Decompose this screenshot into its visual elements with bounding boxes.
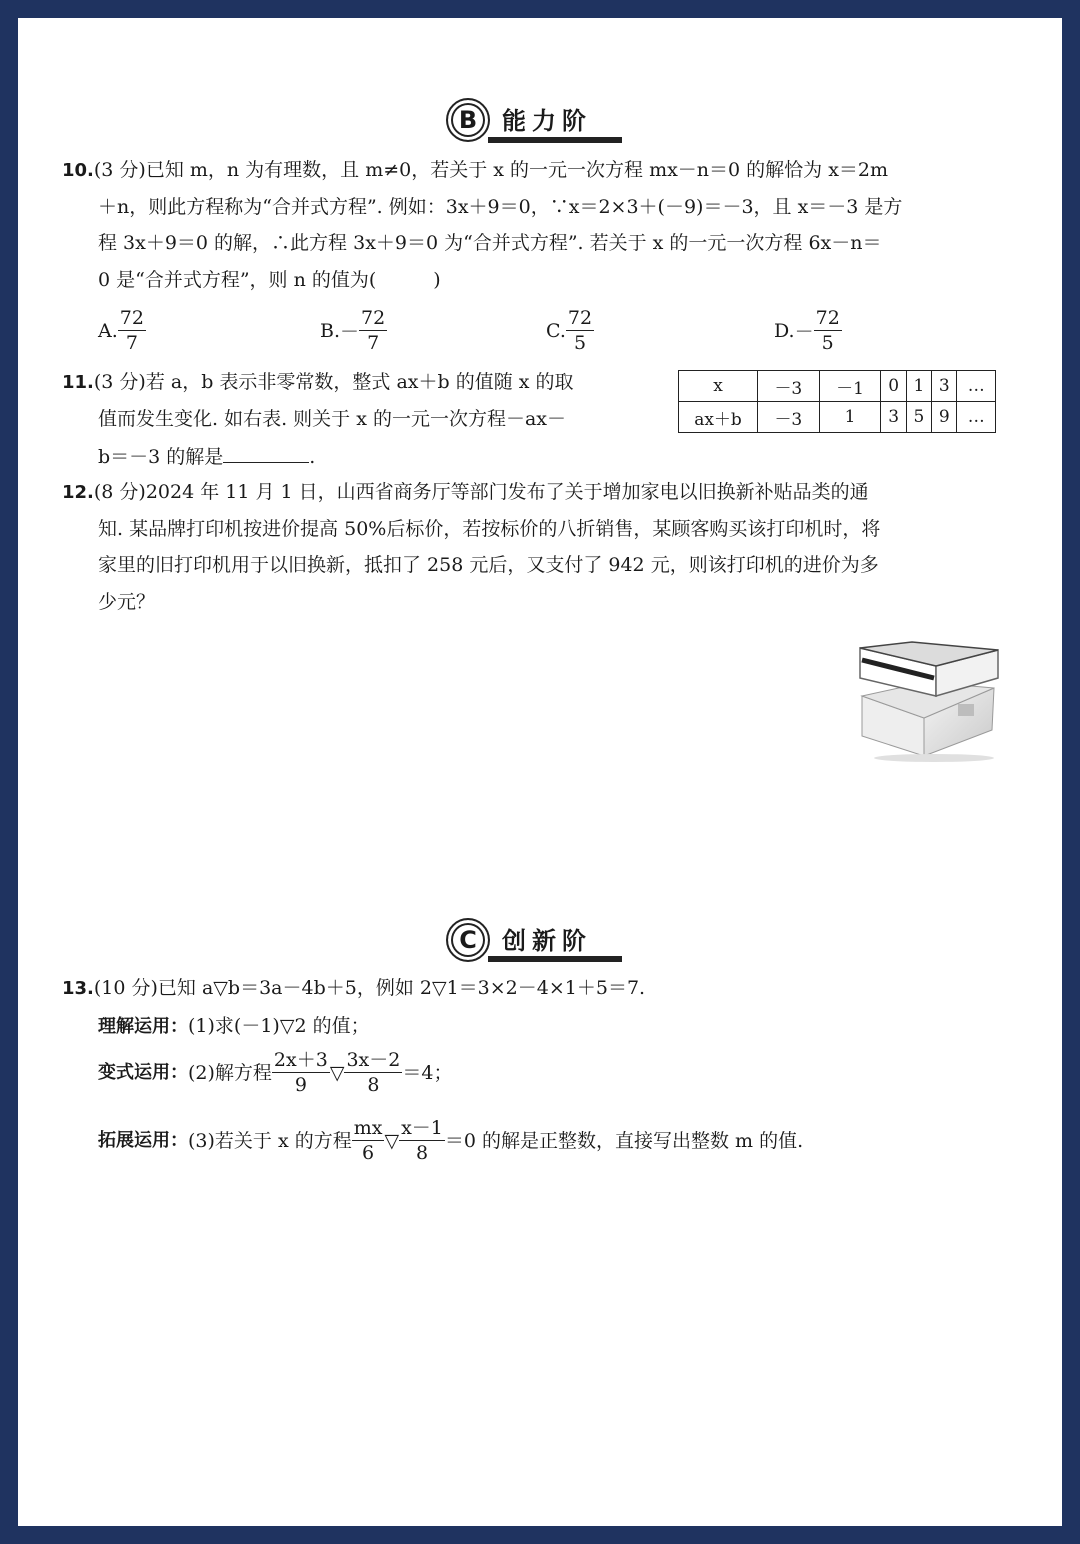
q10-line-1: 10.(3 分)已知 m，n 为有理数，且 m≠0，若关于 x 的一元一次方程 mx－n＝0 的解恰为 x＝2m: [62, 159, 889, 181]
section-b-header: [446, 98, 592, 142]
q12-line-1: 12.(8 分)2024 年 11 月 1 日，山西省商务厅等部门发布了关于增加家电以旧换新补贴品类的通: [62, 481, 869, 503]
q11-line-3: b＝－3 的解是 .: [98, 446, 316, 468]
fraction: $\frac{72}{5}$: [567, 307, 593, 354]
q12-number: 12.: [62, 482, 94, 503]
q13-part-3: 拓展运用： (3)若关于 x 的方程 $\frac{mx}{6}$ ▽ $\frac{x-1}{8}$ ＝0 的解是正整数，直接写出整数 m 的值.: [98, 1117, 804, 1164]
fraction: $\frac{mx}{6}$: [353, 1117, 383, 1164]
fraction: $\frac{2x+3}{9}$: [273, 1049, 328, 1096]
section-b-underline: [488, 137, 622, 143]
section-c-title: 创新阶: [502, 926, 592, 955]
q10-option-b: B. － $\frac{72}{7}$: [320, 307, 386, 354]
section-c-underline: [488, 956, 622, 962]
fraction: $\frac{3x-2}{8}$: [346, 1049, 401, 1096]
q11-value-table: [678, 370, 996, 433]
q10-line-4: 0 是“合并式方程”，则 n 的值为( ): [98, 269, 441, 291]
q13-line-1: 13.(10 分)已知 a▽b＝3a－4b＋5，例如 2▽1＝3×2－4×1＋5＝7.: [62, 977, 646, 999]
q11-number: 11.: [62, 372, 94, 393]
fraction: $\frac{x-1}{8}$: [401, 1117, 443, 1164]
q11-line-1: 11.(3 分)若 a，b 表示非零常数，整式 ax＋b 的值随 x 的取: [62, 371, 574, 393]
q13-number: 13.: [62, 978, 94, 999]
q12-line-4: 少元？: [98, 591, 156, 613]
q10-number: 10.: [62, 160, 94, 181]
fraction: $\frac{72}{5}$: [815, 307, 840, 354]
q13-part-2: 变式运用： (2)解方程 $\frac{2x+3}{9}$ ▽ $\frac{3x-2}{8}$ ＝4；: [98, 1049, 453, 1096]
section-c-badge: C: [446, 918, 490, 962]
q10-line-3: 程 3x＋9＝0 的解，∴此方程 3x＋9＝0 为“合并式方程”. 若关于 x 的一元一次方程 6x－n＝: [98, 232, 882, 254]
section-b-badge: B: [446, 98, 490, 142]
worksheet-page: [18, 18, 1062, 1526]
q12-line-2: 知. 某品牌打印机按进价提高 50%后标价，若按标价的八折销售，某顾客购买该打印机时，将: [98, 518, 881, 540]
fraction: $\frac{72}{7}$: [361, 307, 386, 354]
printer-illustration: [854, 638, 1004, 762]
q11-line-2: 值而发生变化. 如右表. 则关于 x 的一元一次方程－ax－: [98, 408, 566, 430]
table-row: x －3 －1 0 1 3 …: [679, 371, 996, 402]
section-b-title: 能力阶: [502, 106, 592, 135]
fraction: $\frac{72}{7}$: [119, 307, 144, 354]
q10-option-a: A. $\frac{72}{7}$: [98, 307, 144, 354]
q10-option-c: C. $\frac{72}{5}$: [546, 307, 593, 354]
q12-line-3: 家里的旧打印机用于以旧换新，抵扣了 258 元后，又支付了 942 元，则该打印机的进价为多: [98, 554, 879, 576]
q10-line-2: ＋n，则此方程称为“合并式方程”. 例如：3x＋9＝0，∵x＝2×3＋(－9)＝－3，且 x＝－3 是方: [98, 196, 903, 218]
q13-part-1: 理解运用：(1)求(－1)▽2 的值；: [98, 1015, 370, 1037]
answer-blank: [223, 444, 309, 463]
table-row: ax＋b －3 1 3 5 9 …: [679, 402, 996, 433]
q10-option-d: D. － $\frac{72}{5}$: [774, 307, 840, 354]
